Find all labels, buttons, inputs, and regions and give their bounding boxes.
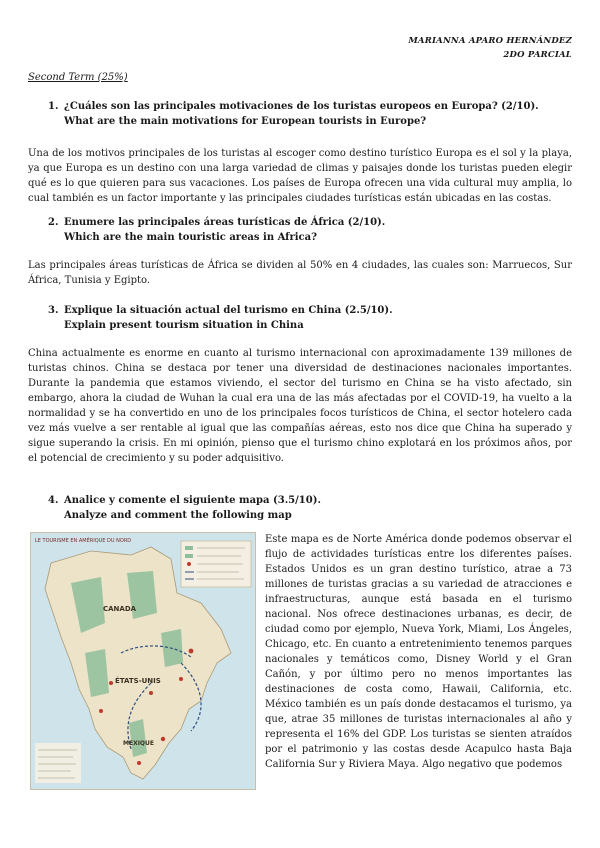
label-usa: ÉTATS-UNIS — [115, 677, 161, 685]
answer-3: China actualmente es enorme en cuanto al turismo internacional con aproximadamente 139 millones de turistas chinos. China se destaca por tener una diversidad de destinaciones nacionales importantes. Durante la pandemia que estamos viviendo, el sector del turismo en China se ha visto afectado, sin embargo, ahora la ciudad de Wuhan la cual era una de las más afectadas por el COVID-19, ha vuelto a la normalidad y se ha convertido en uno de los principales focos turísticos de China, el sector hotelero cada vez más vuelve a ser rentable al igual que las compañías aéreas, esto nos dice que China ha superado y sigue superando la crisis. En mi opinión, pienso que el turismo chino explotará en los próximos años, por el potencial de crecimiento y su poder adquisitivo. — [28, 348, 572, 464]
map-graphic — [31, 533, 255, 789]
question-4-es: Analice y comente el siguiente mapa (3.5/10). — [64, 495, 321, 506]
question-4-en: Analyze and comment the following map — [64, 510, 292, 521]
author-name: MARIANNA APARO HERNÁNDEZ — [408, 36, 572, 46]
label-canada: CANADA — [103, 605, 137, 613]
answer-1: Una de los motivos principales de los turistas al escoger como destino turístico Europa es el sol y la playa, ya que Europa es un destino con una larga variedad de climas y paisajes donde los turistas pueden elegir qué es lo que quieren para sus vacaciones. Los países de Europa ofrecen una vida cultural muy amplia, lo cual también es un factor importante y las principales ciudades turísticas están ubicadas en las costas. — [28, 148, 572, 204]
document-header — [408, 34, 572, 62]
exam-label: 2DO PARCIAL — [503, 50, 572, 60]
answer-4: Este mapa es de Norte América donde podemos observar el flujo de actividades turísticas entre los diferentes países. Estados Unidos es un gran destino turístico, atrae a 73 millones de turistas gracias a su variedad de atracciones e infraestructuras, aunque está basada en el turismo nacional. Nos ofrece destinaciones urbanas, es decir, de ciudad como por ejemplo, Nueva York, Miami, Los Ángeles, Chicago, etc. En cuanto a entretenimiento tenemos parques nacionales y temáticos como, Disney World y el Gran Cañón, y por último pero no menos importantes las destinaciones de costa como, Hawaii, California, etc. México también es un país donde destacamos el turismo, ya que, atrae 35 millones de turistas internacionales al año y representa el 16% del GDP. Los turistas se sienten atraídos por el patrimonio y las costas desde Acapulco hasta Baja California Sur y Riviera Maya. Algo negativo que podemos — [265, 534, 572, 770]
question-3: 3. Explique la situación actual del turismo en China (2.5/10). Explain present tourism situation in China — [48, 303, 568, 333]
question-2: 2. Enumere las principales áreas turísticas de África (2/10). Which are the main touristic areas in Africa? — [48, 215, 568, 245]
question-2-es: Enumere las principales áreas turísticas de África (2/10). — [64, 217, 386, 228]
question-3-en: Explain present tourism situation in China — [64, 320, 304, 331]
answer-2: Las principales áreas turísticas de África se dividen al 50% en 4 ciudades, las cuales son: Marruecos, Sur África, Tunisia y Egipto. — [28, 260, 572, 286]
label-mexico: MEXIQUE — [123, 740, 154, 747]
question-4: 4. Analice y comente el siguiente mapa (3.5/10). Analyze and comment the following map — [48, 493, 568, 523]
question-3-es: Explique la situación actual del turismo en China (2.5/10). — [64, 305, 393, 316]
question-1-en: What are the main motivations for European tourists in Europe? — [64, 116, 427, 127]
question-1: 1. ¿Cuáles son las principales motivaciones de los turistas europeos en Europa? (2/10). What are the main motivations for European tourists in Europe? — [48, 99, 568, 129]
map-title: LE TOURISME EN AMÉRIQUE DU NORD — [35, 538, 132, 544]
map-inset-legend — [35, 743, 81, 783]
question-1-es: ¿Cuáles son las principales motivaciones de los turistas europeos en Europa? (2/10). — [64, 101, 539, 112]
term-title: Second Term (25%) — [28, 72, 128, 83]
question-2-en: Which are the main touristic areas in Africa? — [64, 232, 317, 243]
north-america-tourism-map — [30, 532, 256, 790]
